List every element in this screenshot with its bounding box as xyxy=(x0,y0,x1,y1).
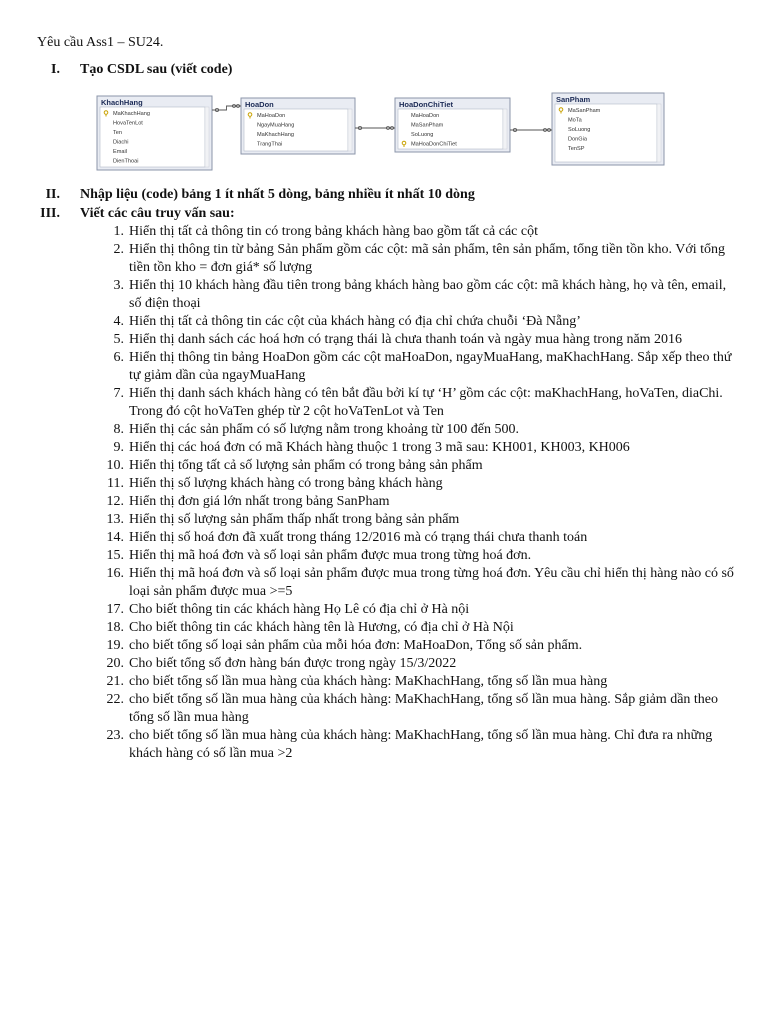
query-item xyxy=(100,439,740,457)
column-name: MoTa xyxy=(568,117,582,124)
query-number: 7. xyxy=(113,386,124,401)
query-item xyxy=(100,277,740,313)
query-item xyxy=(100,529,740,547)
query-list xyxy=(100,223,740,763)
relationship-line xyxy=(355,126,395,129)
column-name: DienThoai xyxy=(113,158,139,165)
query-number: 9. xyxy=(113,440,124,455)
query-text: Hiển thị danh sách các hoá hơn có trạng thái là chưa thanh toán và ngày mua hàng trong năm 2016 xyxy=(129,332,683,347)
query-text: Hiển thị số lượng sản phẩm thấp nhất trong bảng sản phẩm xyxy=(129,512,460,527)
query-text: Cho biết thông tin các khách hàng tên là Hương, có địa chỉ ở Hà Nội xyxy=(129,620,514,635)
column-name: MaSanPham xyxy=(411,122,444,129)
column-name: NgayMuaHang xyxy=(257,122,295,129)
query-text: Hiển thị các hoá đơn có mã Khách hàng thuộc 1 trong 3 mã sau: KH001, KH003, KH006 xyxy=(129,440,630,455)
query-text: Cho biết tổng số đơn hàng bán được trong ngày 15/3/2022 xyxy=(129,656,457,671)
query-number: 12. xyxy=(106,494,124,509)
column-name: Email xyxy=(113,149,127,155)
column-name: SoLuong xyxy=(568,127,591,133)
table-box-khachhang xyxy=(97,96,212,170)
query-number: 14. xyxy=(106,530,124,545)
query-text: cho biết tổng số loại sản phẩm của mỗi hóa đơn: MaHoaDon, Tổng số sản phẩm. xyxy=(129,638,583,653)
query-number: 3. xyxy=(113,278,124,293)
query-item xyxy=(100,727,740,763)
query-text: Cho biết thông tin các khách hàng Họ Lê có địa chỉ ở Hà nội xyxy=(129,602,470,617)
relationship-line xyxy=(510,128,552,131)
query-item xyxy=(100,313,740,331)
query-item xyxy=(100,223,740,241)
query-number: 19. xyxy=(106,638,124,653)
query-text: Hiển thị danh sách khách hàng có tên bắt đầu bởi kí tự ‘H’ gồm các cột: maKhachHang, hoVaTen, diaChi. Trong đó cột hoVaTen ghép từ 2 cột hoVaTenLot và Ten xyxy=(129,386,723,419)
column-name: TenSP xyxy=(568,146,585,152)
table-name: HoaDonChiTiet xyxy=(399,100,454,109)
query-text: Hiển thị mã hoá đơn và số loại sản phẩm được mua trong từng hoá đơn. Yêu cầu chỉ hiển thị hàng nào có số loại sản phẩm được mua >=5 xyxy=(129,566,734,599)
query-item xyxy=(100,637,740,655)
table-box-hoadonchitiet xyxy=(395,98,510,152)
query-text: Hiển thị đơn giá lớn nhất trong bảng SanPham xyxy=(129,494,390,509)
section-number: III. xyxy=(40,206,60,221)
query-number: 16. xyxy=(106,566,124,581)
query-text: Hiển thị thông tin bảng HoaDon gồm các cột maHoaDon, ngayMuaHang, maKhachHang. Sắp xếp theo thứ tự giảm dần của ngayMuaHang xyxy=(129,350,732,383)
column-name: HovaTenLot xyxy=(113,120,143,127)
column-name: MaKhachHang xyxy=(257,132,295,138)
section-title: Nhập liệu (code) bảng 1 ít nhất 5 dòng, bảng nhiều ít nhất 10 dòng xyxy=(80,187,475,202)
query-number: 5. xyxy=(113,332,124,347)
query-text: Hiển thị tất cả thông tin có trong bảng khách hàng bao gồm tất cả các cột xyxy=(129,224,538,239)
query-number: 23. xyxy=(106,728,124,743)
query-number: 1. xyxy=(113,224,124,239)
query-text: Hiển thị tổng tất cả số lượng sản phẩm có trong bảng sản phẩm xyxy=(129,458,483,473)
column-name: MaHoaDonChiTiet xyxy=(411,141,457,148)
query-item xyxy=(100,493,740,511)
query-item xyxy=(100,655,740,673)
query-item xyxy=(100,475,740,493)
column-name: MaHoaDon xyxy=(257,113,286,119)
query-item xyxy=(100,691,740,727)
query-text: cho biết tổng số lần mua hàng của khách hàng: MaKhachHang, tổng số lần mua hàng. Chỉ đưa ra những khách hàng có số lần mua >2 xyxy=(129,728,713,761)
column-name: SoLuong xyxy=(411,132,434,138)
query-text: cho biết tổng số lần mua hàng của khách hàng: MaKhachHang, tổng số lần mua hàng xyxy=(129,674,608,689)
section-number: II. xyxy=(45,187,60,202)
query-text: Hiển thị mã hoá đơn và số loại sản phẩm được mua trong từng hoá đơn. xyxy=(129,548,532,563)
table-box-hoadon xyxy=(241,98,355,154)
query-number: 10. xyxy=(106,458,124,473)
query-item xyxy=(100,547,740,565)
query-text: Hiển thị số hoá đơn đã xuất trong tháng 12/2016 mà có trạng thái chưa thanh toán xyxy=(129,530,588,545)
query-item xyxy=(100,421,740,439)
query-number: 22. xyxy=(106,692,124,707)
table-box-sanpham xyxy=(552,93,664,165)
query-number: 21. xyxy=(106,674,124,689)
database-diagram xyxy=(95,90,675,175)
query-text: Hiển thị số lượng khách hàng có trong bảng khách hàng xyxy=(129,476,443,491)
query-item xyxy=(100,349,740,385)
query-number: 8. xyxy=(113,422,124,437)
column-name: MaHoaDon xyxy=(411,113,440,119)
query-number: 15. xyxy=(106,548,124,563)
table-name: HoaDon xyxy=(245,100,274,109)
query-text: cho biết tổng số lần mua hàng của khách hàng: MaKhachHang, tổng số lần mua hàng. Sắp giảm dần theo tổng số lần mua hàng xyxy=(129,692,719,725)
query-number: 11. xyxy=(107,476,124,491)
query-item xyxy=(100,241,740,277)
query-item xyxy=(100,601,740,619)
relationship-line xyxy=(212,105,241,112)
query-text: Hiển thị các sản phẩm có số lượng nằm trong khoảng từ 100 đến 500. xyxy=(129,422,520,437)
column-name: MaSanPham xyxy=(568,108,601,114)
query-item xyxy=(100,331,740,349)
section-title: Viết các câu truy vấn sau: xyxy=(80,206,235,221)
query-number: 18. xyxy=(106,620,124,635)
query-text: Hiển thị tất cả thông tin các cột của khách hàng có địa chỉ chứa chuỗi ‘Đà Nẵng’ xyxy=(129,314,581,329)
column-name: Diachi xyxy=(113,139,129,146)
query-text: Hiển thị 10 khách hàng đầu tiên trong bảng khách hàng bao gồm các cột: mã khách hàng, họ và tên, email, số điện thoại xyxy=(129,278,727,311)
query-number: 2. xyxy=(113,242,124,257)
table-name: SanPham xyxy=(556,95,591,104)
column-name: MaKhachHang xyxy=(113,111,151,117)
column-name: Ten xyxy=(113,130,123,136)
table-name: KhachHang xyxy=(101,98,143,107)
query-text: Hiển thị thông tin từ bảng Sản phẩm gồm các cột: mã sản phẩm, tên sản phẩm, tổng tiền tồn kho. Với tổng tiền tồn kho = đơn giá* số lượng xyxy=(129,242,726,275)
query-item xyxy=(100,565,740,601)
query-item xyxy=(100,511,740,529)
column-name: TrangThai xyxy=(257,141,283,148)
query-number: 13. xyxy=(106,512,124,527)
query-number: 17. xyxy=(106,602,124,617)
section-number: I. xyxy=(51,62,60,77)
query-item xyxy=(100,673,740,691)
column-name: DonGia xyxy=(568,136,587,143)
query-item xyxy=(100,619,740,637)
section-title: Tạo CSDL sau (viết code) xyxy=(80,62,233,77)
query-item xyxy=(100,457,740,475)
query-item xyxy=(100,385,740,421)
query-number: 4. xyxy=(113,314,124,329)
query-number: 20. xyxy=(106,656,124,671)
query-number: 6. xyxy=(113,350,124,365)
page-title: Yêu cầu Ass1 – SU24. xyxy=(37,35,164,50)
